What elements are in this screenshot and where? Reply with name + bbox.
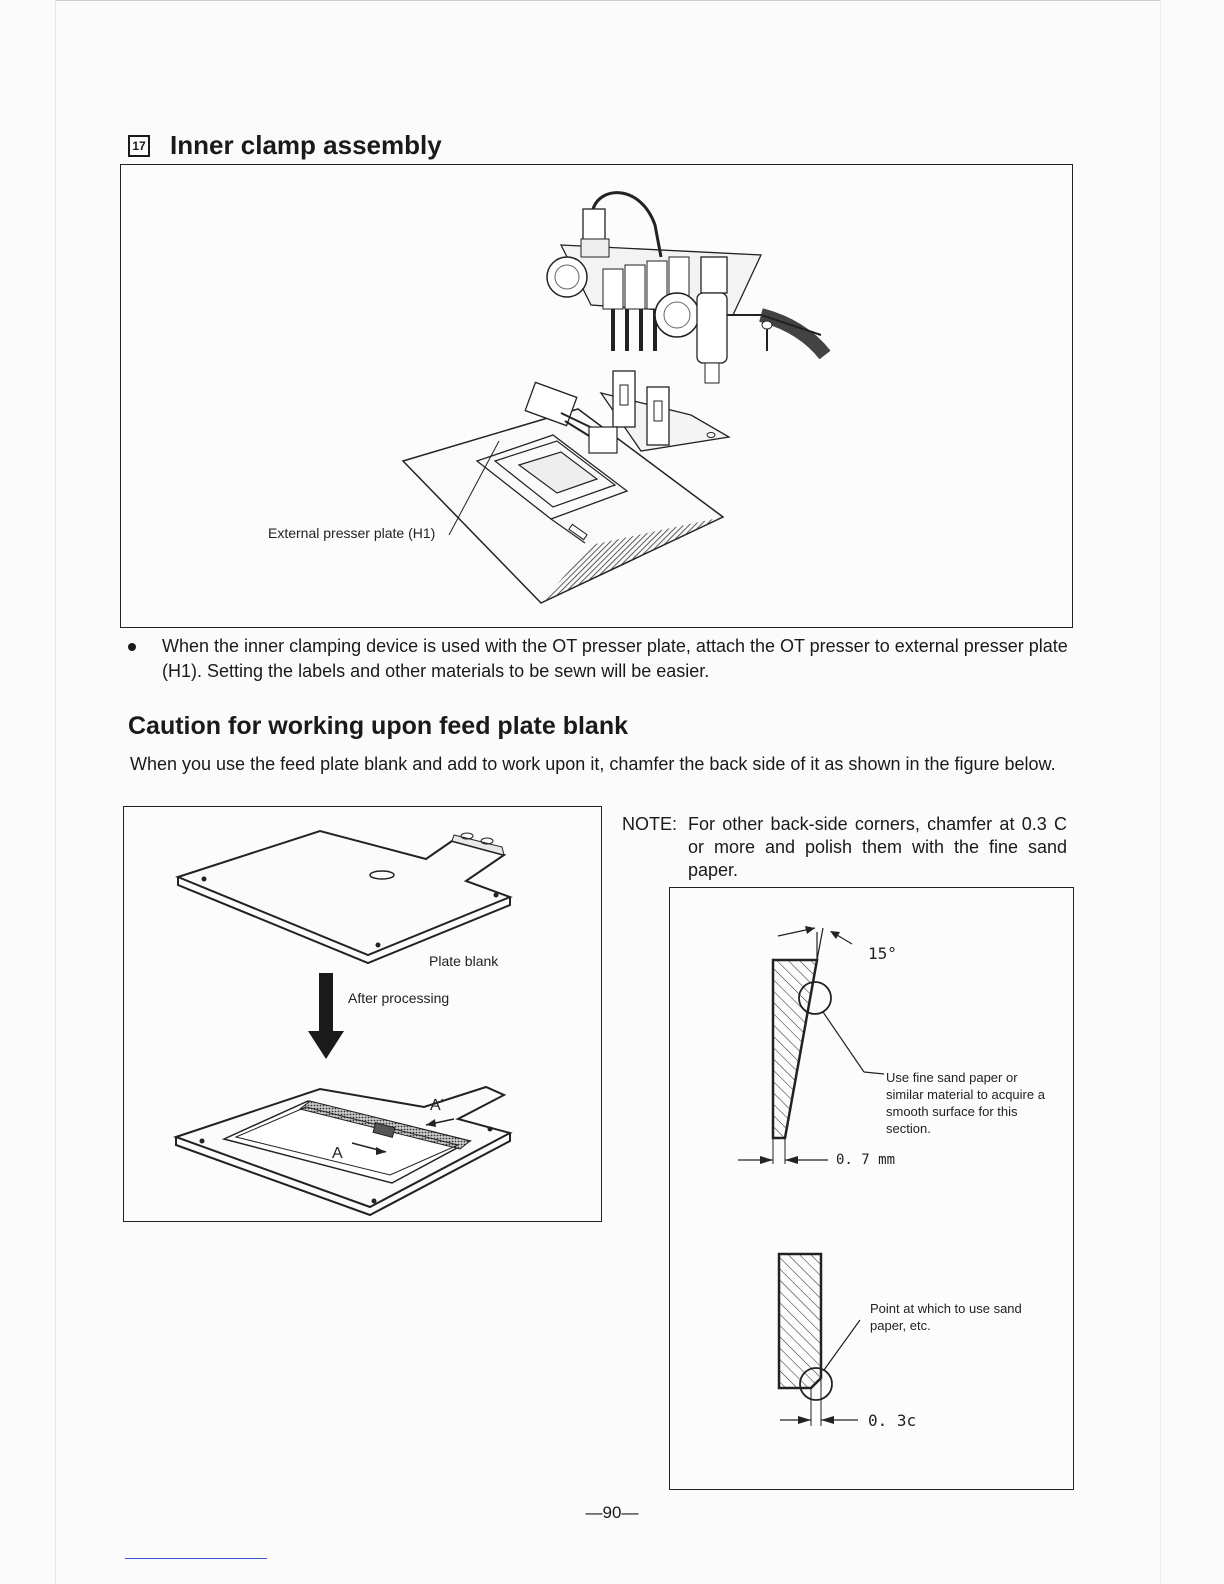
- plate-blank-illustration: [124, 807, 601, 1221]
- mark-a-prime-label: A': [430, 1097, 444, 1114]
- bullet-note: [128, 634, 1068, 684]
- dimension-top-label: 0. 7 mm: [836, 1152, 896, 1168]
- caution-title: Caution for working upon feed plate blank: [128, 712, 629, 740]
- chamfer-detail-illustration: [670, 888, 1073, 1489]
- bullet-dot: [128, 643, 136, 651]
- external-presser-plate-label: External presser plate (H1): [268, 525, 436, 541]
- page-number: —90—: [585, 1503, 639, 1522]
- note-block: [622, 813, 1067, 882]
- page-edge-left: [55, 0, 56, 1584]
- plate-blank-label: Plate blank: [429, 953, 499, 969]
- page-edge-top: [55, 0, 1160, 1]
- section-title: Inner clamp assembly: [170, 130, 442, 160]
- section-number: 17: [128, 135, 150, 157]
- bullet-note-text: When the inner clamping device is used with the OT presser plate, attach the OT presser to external presser plate (H1). Setting the labels and other materials to be sewn will be easier.: [162, 636, 1068, 681]
- caution-text: When you use the feed plate blank and add to work upon it, chamfer the back side of it as shown in the figure below.: [130, 754, 1056, 774]
- angle-label: 15°: [868, 944, 897, 963]
- after-processing-label: After processing: [348, 990, 450, 1006]
- footer-rule: [125, 1558, 267, 1559]
- figure-chamfer-detail: [669, 887, 1074, 1490]
- inner-clamp-illustration: [121, 165, 1072, 627]
- page-edge-right: [1160, 0, 1161, 1584]
- section-heading: [128, 130, 442, 161]
- note-text: For other back-side corners, chamfer at 0.3 C or more and polish them with the fine sand paper.: [688, 814, 1067, 880]
- figure-plate-blank: [123, 806, 602, 1222]
- dimension-bottom-label: 0. 3c: [868, 1411, 917, 1430]
- callout-top-text: Use fine sand paper or similar material to acquire a smooth surface for this section.: [886, 1070, 1045, 1136]
- callout-bottom-text: Point at which to use sand paper, etc.: [870, 1301, 1022, 1333]
- mark-a-label: A: [332, 1145, 343, 1162]
- note-label: NOTE:: [622, 814, 678, 834]
- figure-inner-clamp: [120, 164, 1073, 628]
